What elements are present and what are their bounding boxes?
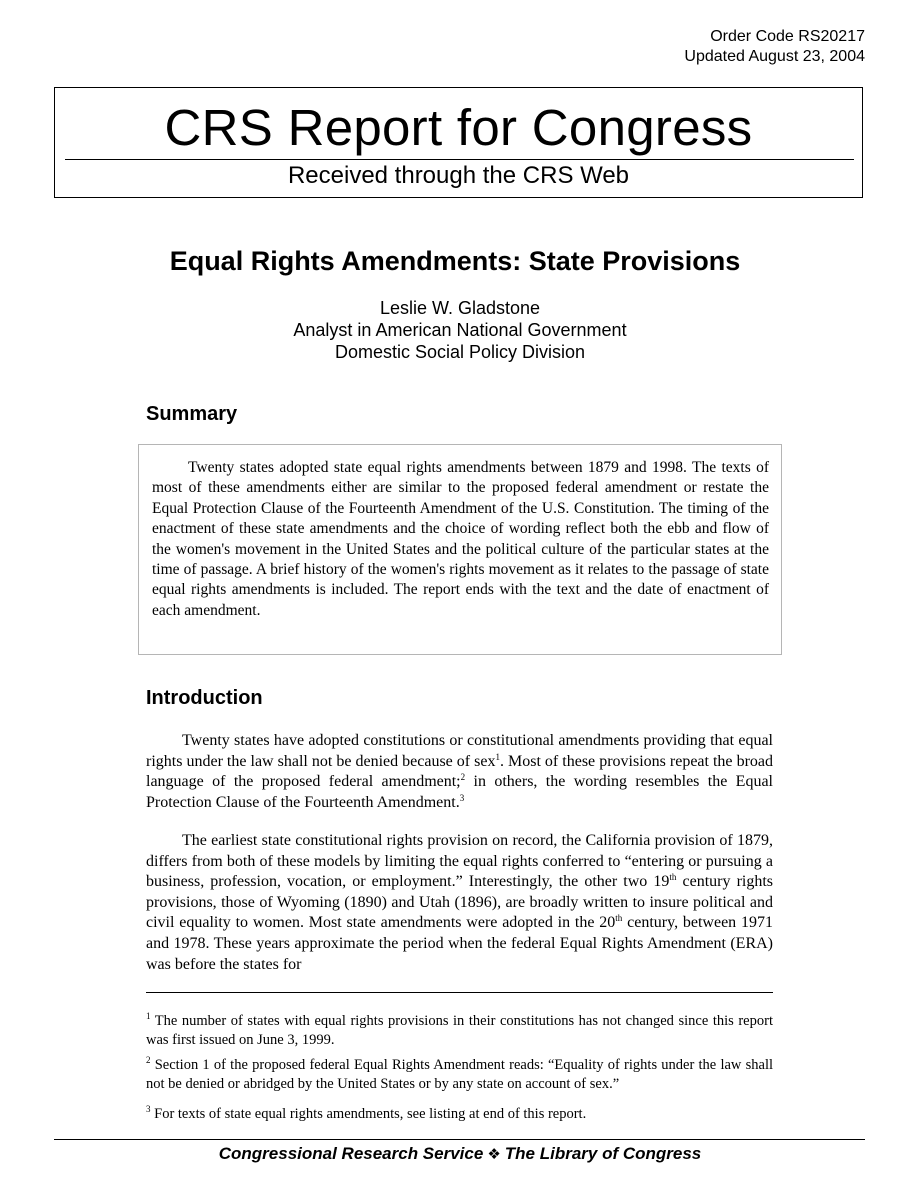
order-code: Order Code RS20217 (710, 28, 865, 45)
order-info (684, 27, 865, 67)
masthead-box (54, 87, 863, 198)
footnote-number: 1 (146, 1011, 151, 1021)
summary-text: Twenty states adopted state equal rights amendments between 1879 and 1998. The texts of most of these amendments either are similar to the proposed federal amendment or restate the Equal Protection Clause of the Fourteenth Amendment of the U.S. Constitution. The timing of the enactment of these state amendments and the choice of wording reflect both the ebb and flow of the women's movement in the United States and the political culture of the particular states at the time of passage. A brief history of the women's rights movement as it relates to the passage of state equal rights amendments is included. The report ends with the text and the date of enactment of each amendment. (152, 459, 769, 619)
intro-paragraph-1 (146, 731, 773, 813)
footer-divider (54, 1139, 865, 1140)
footnote-text: For texts of state equal rights amendments, see listing at end of this report. (154, 1106, 587, 1122)
footnote-3 (146, 1105, 773, 1124)
summary-box (138, 444, 782, 655)
footnote-1 (146, 1012, 773, 1050)
footnote-ref-1[interactable]: 1 (495, 751, 500, 762)
intro-p1-text-b: . Most of these provisions repeat the broad language of the proposed federal amendment; (146, 752, 773, 791)
footnote-number: 3 (146, 1104, 151, 1114)
footnote-ref-3[interactable]: 3 (459, 792, 465, 803)
updated-date: Updated August 23, 2004 (684, 48, 865, 65)
ordinal-suffix: th (669, 872, 677, 883)
document-title: Equal Rights Amendments: State Provisions (169, 246, 741, 276)
author-block (0, 297, 920, 363)
author-position: Analyst in American National Government (293, 320, 627, 340)
author-name: Leslie W. Gladstone (379, 298, 541, 318)
footer (0, 1143, 920, 1166)
author-division: Domestic Social Policy Division (334, 342, 586, 362)
footer-loc: The Library of Congress (504, 1144, 702, 1163)
intro-p2-text-c: century, between 1971 and 1978. These years approximate the period when the federal Equal Rights Amendment (ERA) was before the states for (146, 914, 773, 973)
masthead-title: CRS Report for Congress (164, 99, 753, 156)
masthead-divider (65, 159, 854, 160)
ordinal-suffix: th (615, 913, 623, 924)
footnote-ref-2[interactable]: 2 (460, 772, 466, 783)
intro-p2-text-a: The earliest state constitutional rights provision on record, the California provision of 1879, differs from both of these models by limiting the equal rights conferred to “entering or pursuing a business, profession, vocation, or employment.” Interestingly, the other two 19 (146, 832, 773, 891)
masthead-subtitle: Received through the CRS Web (287, 162, 630, 189)
intro-p2-text-b: century rights provisions, those of Wyoming (1890) and Utah (1896), are broadly written to insure political and civil equality to women. Most state amendments were adopted in the 20 (146, 873, 774, 932)
footnote-text: The number of states with equal rights provisions in their constitutions has not changed since this report was first issued on June 3, 1999. (146, 1013, 773, 1048)
footer-crs: Congressional Research Service (218, 1144, 484, 1163)
diamond-separator-icon: ❖ (487, 1146, 501, 1163)
footnote-number: 2 (146, 1055, 151, 1065)
intro-paragraph-2 (146, 831, 773, 975)
footnote-2 (146, 1056, 773, 1094)
summary-heading: Summary (146, 403, 238, 425)
footnote-divider (146, 992, 773, 993)
introduction-heading: Introduction (146, 687, 263, 709)
intro-p1-text-a: Twenty states have adopted constitutions or constitutional amendments providing that equal rights under the law shall not be denied because of sex (146, 732, 773, 770)
footnote-text: Section 1 of the proposed federal Equal Rights Amendment reads: “Equality of rights under the law shall not be denied or abridged by the United States or by any state on account of sex.” (146, 1057, 773, 1092)
intro-p1-text-c: in others, the wording resembles the Equal Protection Clause of the Fourteenth Amendment. (146, 773, 774, 811)
